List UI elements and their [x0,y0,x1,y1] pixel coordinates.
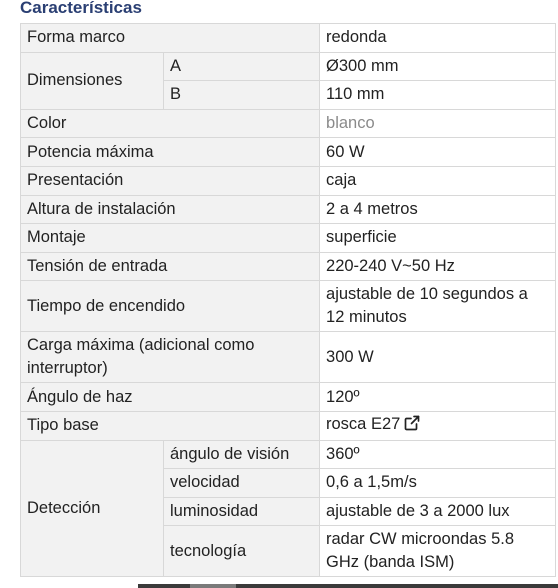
table-row [21,440,556,469]
spec-value: superficie [320,224,556,253]
spec-label: Tensión de entrada [21,252,320,281]
spec-value: radar CW microondas 5.8 GHz (banda ISM) [320,526,556,577]
spec-value: ajustable de 10 segundos a 12 minutos [320,281,556,332]
spec-sublabel: ángulo de visión [164,440,320,469]
tipo-base-link-text: rosca E27 [326,415,401,434]
specs-table [20,23,556,577]
table-row [21,224,556,253]
section-title: Características [20,0,142,17]
spec-sublabel: A [164,52,320,81]
spec-label: Detección [21,440,164,577]
table-row [21,166,556,195]
spec-value: Ø300 mm [320,52,556,81]
table-row [21,24,556,53]
spec-label: Potencia máxima [21,138,320,167]
spec-value: caja [320,166,556,195]
spec-sublabel: luminosidad [164,497,320,526]
spec-value: 0,6 a 1,5m/s [320,469,556,498]
spec-label: Tipo base [21,411,320,440]
table-row [21,195,556,224]
spec-label: Montaje [21,224,320,253]
spec-value: redonda [320,24,556,53]
spec-label: Tiempo de encendido [21,281,320,332]
spec-sublabel: tecnología [164,526,320,577]
table-row [21,138,556,167]
spec-value: 300 W [320,332,556,383]
spec-label: Color [21,109,320,138]
spec-sublabel: velocidad [164,469,320,498]
table-row [21,411,556,440]
table-row [21,332,556,383]
spec-value: 110 mm [320,81,556,110]
external-link-icon[interactable] [404,415,420,438]
table-row [21,109,556,138]
spec-value: 60 W [320,138,556,167]
spec-value: blanco [320,109,556,138]
spec-value: ajustable de 3 a 2000 lux [320,497,556,526]
spec-label: Forma marco [21,24,320,53]
horizontal-scrollbar[interactable] [138,584,558,588]
spec-value: 120º [320,383,556,412]
spec-value: 220-240 V~50 Hz [320,252,556,281]
scrollbar-thumb[interactable] [190,584,236,588]
table-row [21,52,556,81]
spec-value: 360º [320,440,556,469]
spec-sublabel: B [164,81,320,110]
spec-label: Altura de instalación [21,195,320,224]
table-row [21,252,556,281]
spec-label: Carga máxima (adicional como interruptor) [21,332,320,383]
spec-value: 2 a 4 metros [320,195,556,224]
spec-value [320,411,556,440]
spec-label: Dimensiones [21,52,164,109]
tipo-base-link[interactable] [326,415,420,433]
table-row [21,383,556,412]
table-row [21,281,556,332]
spec-label: Ángulo de haz [21,383,320,412]
spec-label: Presentación [21,166,320,195]
